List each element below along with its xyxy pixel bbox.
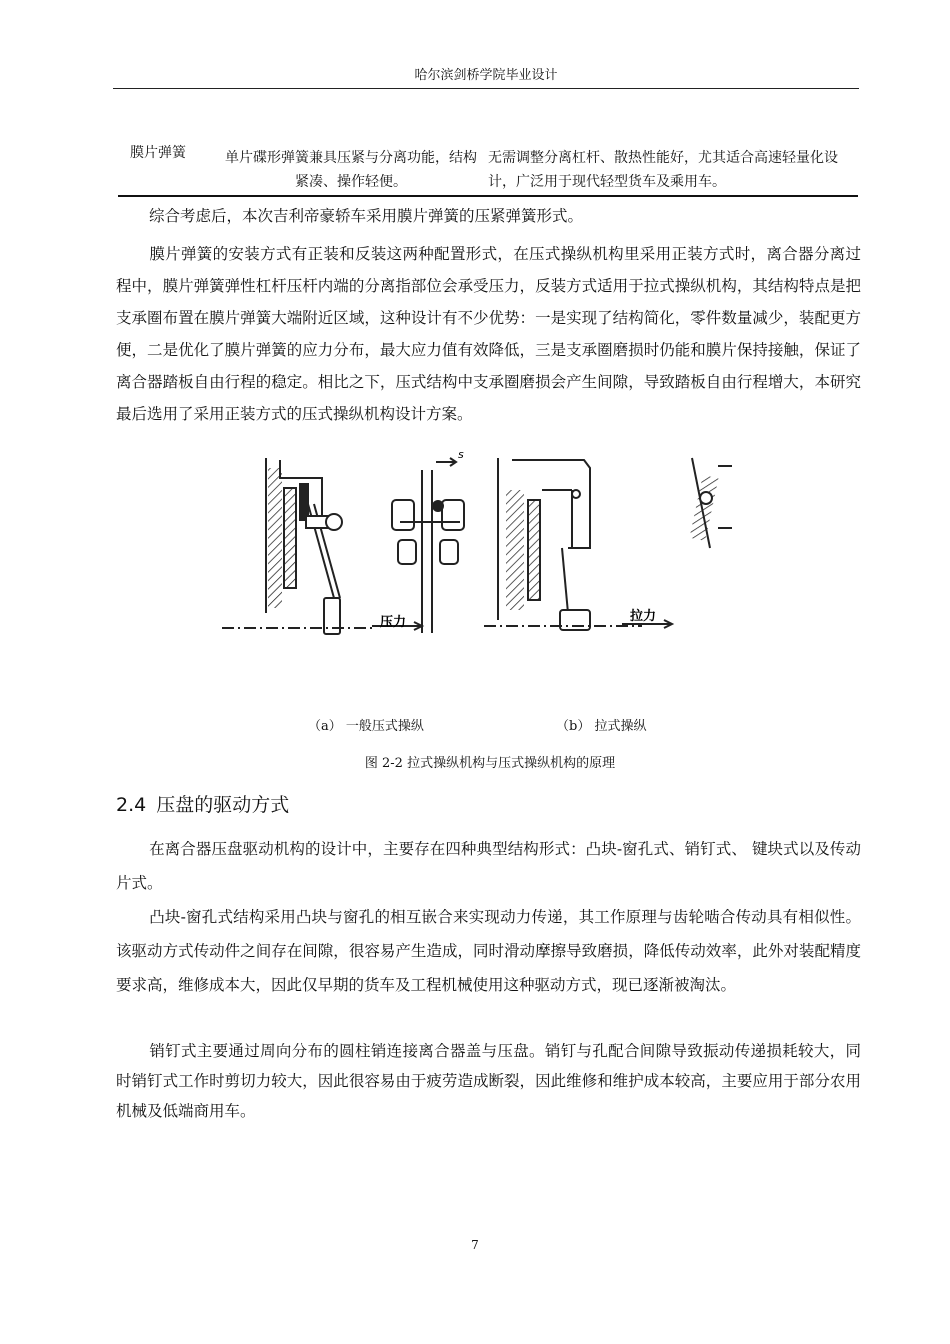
table-cell-features: 单片碟形弹簧兼具压紧与分离功能，结构紧凑、操作轻便。 <box>225 150 477 190</box>
caption-push-type: （a） 一般压式操纵 <box>308 719 424 734</box>
paragraph-text: 综合考虑后，本次吉利帝豪轿车采用膜片弹簧的压紧弹簧形式。 <box>149 207 584 225</box>
paragraph-drive-types <box>116 832 861 900</box>
paragraph-boss-window <box>116 900 861 1002</box>
paragraph-pin-type <box>116 1036 861 1126</box>
gap-label-s: s <box>458 448 464 461</box>
page-header: 哈尔滨剑桥学院毕业设计 <box>414 68 558 83</box>
table-cell-applications: 无需调整分离杠杆、散热性能好，尤其适合高速轻量化设计，广泛用于现代轻型货车及乘用车。 <box>488 150 838 190</box>
section-number: 2.4 <box>116 794 147 816</box>
push-force-label: 压力 <box>380 615 407 630</box>
caption-pull-type: （b） 拉式操纵 <box>556 719 647 734</box>
paragraph-text: 凸块-窗孔式结构采用凸块与窗孔的相互嵌合来实现动力传递，其工作原理与齿轮啮合传动具有相似性。该驱动方式传动件之间存在间隙，很容易产生造成，同时滑动摩擦导致磨损，降低传动效率，此外对装配精度要求高，维修成本大，因此仅早期的货车及工程机械使用这种驱动方式，现已逐渐被淘汰。 <box>116 908 861 994</box>
paragraph-text: 在离合器压盘驱动机构的设计中，主要存在四种典型结构形式：凸块-窗孔式、销钉式、 键块式以及传动片式。 <box>116 840 861 892</box>
table-bottom-rule <box>118 195 858 197</box>
page-number: 7 <box>471 1238 479 1252</box>
paragraph-text: 销钉式主要通过周向分布的圆柱销连接离合器盖与压盘。销钉与孔配合间隙导致振动传递损耗较大，同时销钉式工作时剪切力较大，因此很容易由于疲劳造成断裂，因此维修和维护成本较高，主要应用于部分农用机械及低端商用车。 <box>116 1042 861 1120</box>
paragraph-conclusion <box>116 200 861 232</box>
pull-force-label: 拉力 <box>630 609 657 624</box>
section-title: 压盘的驱动方式 <box>156 794 290 816</box>
header-rule <box>113 88 859 89</box>
pull-type-diagram <box>484 458 672 630</box>
section-heading <box>116 790 289 817</box>
paragraph-text: 膜片弹簧的安装方式有正装和反装这两种配置形式，在压式操纵机构里采用正装方式时，离合器分离过程中，膜片弹簧弹性杠杆压杆内端的分离指部位会承受压力，反装方式适用于拉式操纵机构，其结构特点是把支承圈布置在膜片弹簧大端附近区域，这种设计有不少优势：一是实现了结构简化，零件数量减少，装配更方便，二是优化了膜片弹簧的应力分布，最大应力值有效降低，三是支承圈磨损时仍能和膜片保持接触，保证了离合器踏板自由行程的稳定。相比之下，压式结构中支承圈磨损会产生间隙，导致踏板自由行程增大，本研究最后选用了采用正装方式的压式操纵机构设计方案。 <box>116 245 861 423</box>
figure-caption: 图 2-2 拉式操纵机构与压式操纵机构的原理 <box>364 756 616 771</box>
table-cell-spring-type: 膜片弹簧 <box>130 145 186 161</box>
paragraph-installation <box>116 238 861 430</box>
push-type-diagram <box>222 458 422 634</box>
pull-detail-diagram <box>690 458 732 548</box>
push-pull-center-diagram <box>392 458 464 633</box>
clutch-mechanism-figure <box>222 448 742 648</box>
